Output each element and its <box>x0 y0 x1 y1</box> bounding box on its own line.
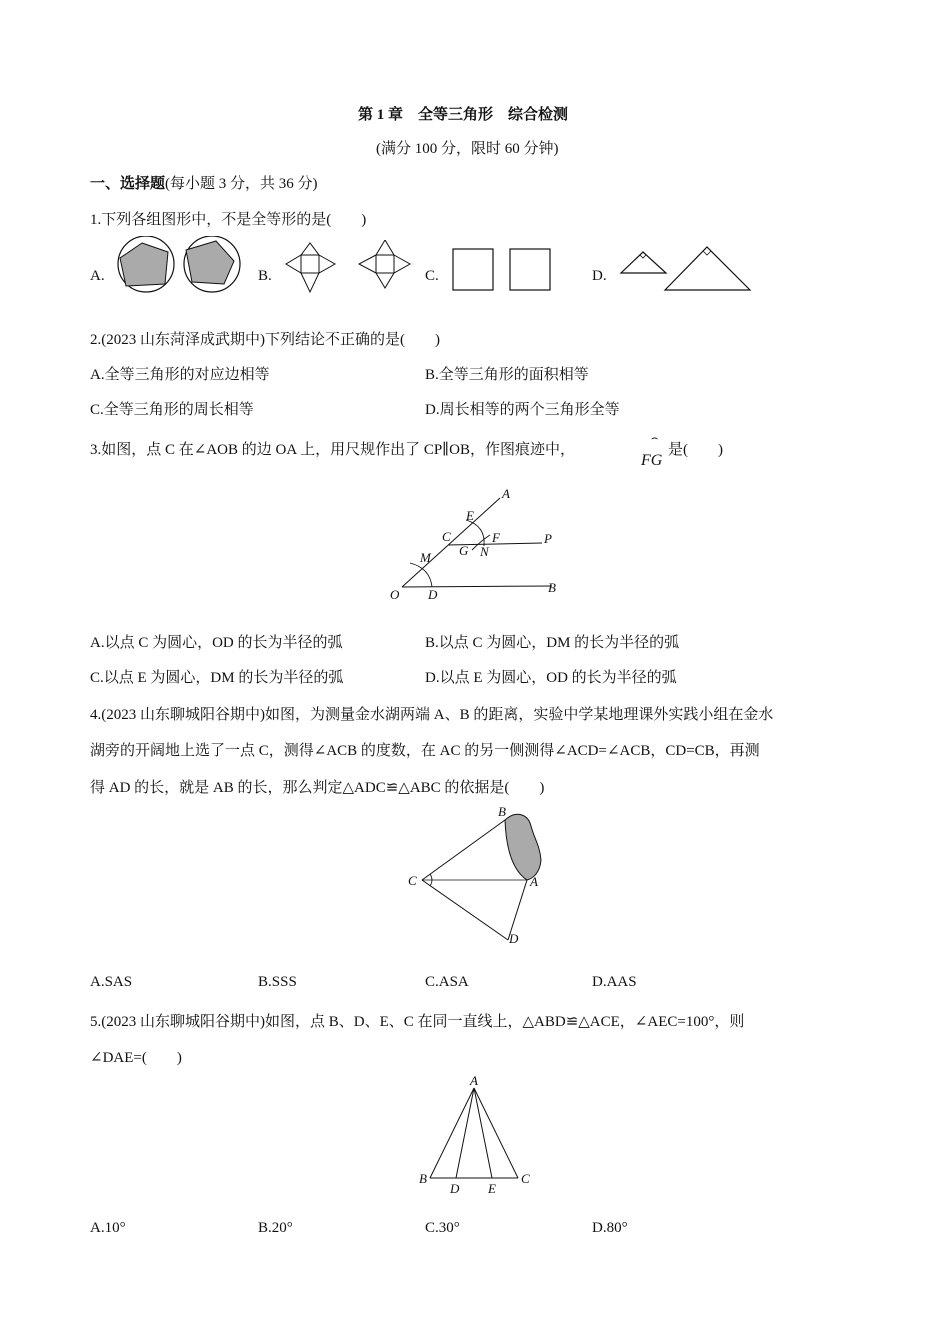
q3-label-a: A <box>502 486 510 501</box>
q3-label-c: C <box>442 529 451 544</box>
q2-option-b: B.全等三角形的面积相等 <box>425 367 589 383</box>
q4-figure <box>400 800 560 950</box>
q2-option-d: D.周长相等的两个三角形全等 <box>425 402 620 418</box>
q5-label-a: A <box>470 1073 478 1088</box>
q4-option-b: B.SSS <box>258 974 297 990</box>
q4-option-a: A.SAS <box>90 974 133 990</box>
q5-label-b: B <box>419 1171 427 1186</box>
q5-line2: ∠DAE=( ) <box>90 1050 182 1066</box>
q3-label-g: G <box>459 543 469 558</box>
q3-label-n: N <box>480 544 489 559</box>
q1-option-a-figure <box>116 236 246 294</box>
q3-stem: 3.如图，点 C 在∠AOB 的边 OA 上，用尺规作出了 CP∥OB，作图痕迹中， <box>90 442 575 458</box>
q4-line3: 得 AD 的长，就是 AB 的长，那么判定△ADC≌△ABC 的依据是( ) <box>90 780 545 796</box>
q4-label-c: C <box>408 873 417 888</box>
q4-label-b: B <box>498 804 506 819</box>
q1-option-d-label: D. <box>592 268 607 284</box>
q2-stem: 2.(2023 山东菏泽成武期中)下列结论不正确的是( ) <box>90 332 440 348</box>
q3-figure <box>380 480 570 605</box>
q5-label-c: C <box>521 1171 530 1186</box>
q5-figure <box>410 1070 540 1200</box>
q5-label-e: E <box>488 1181 496 1196</box>
q2-option-c: C.全等三角形的周长相等 <box>90 402 254 418</box>
q5-option-d: D.80° <box>592 1220 628 1236</box>
q5-label-d: D <box>450 1181 460 1196</box>
q4-line2: 湖旁的开阔地上选了一点 C，测得∠ACB 的度数，在 AC 的另一侧测得∠ACD=∠ACB，CD=CB，再测 <box>90 743 760 759</box>
q5-option-a: A.10° <box>90 1220 126 1236</box>
q1-option-a-label: A. <box>90 268 105 284</box>
q1-option-b-label: B. <box>258 268 272 284</box>
q3-option-b: B.以点 C 为圆心，DM 的长为半径的弧 <box>425 635 680 651</box>
q1-option-c-label: C. <box>425 268 439 284</box>
page-subtitle: (满分 100 分，限时 60 分钟) <box>376 141 559 157</box>
q4-line1: 4.(2023 山东聊城阳谷期中)如图，为测量金水湖两端 A、B 的距离，实验中学某地理课外实践小组在金水 <box>90 707 774 723</box>
q5-line1: 5.(2023 山东聊城阳谷期中)如图，点 B、D、E、C 在同一直线上，△ABD≌△ACE，∠AEC=100°，则 <box>90 1014 745 1030</box>
q3-label-p: P <box>544 531 552 546</box>
section-heading <box>90 172 318 193</box>
section-heading-bold: 一、选择题 <box>90 176 166 192</box>
q3-stem-tail: 是( ) <box>668 442 723 458</box>
q4-option-c: C.ASA <box>425 974 469 990</box>
q4-label-a: A <box>530 874 538 889</box>
q3-option-a: A.以点 C 为圆心，OD 的长为半径的弧 <box>90 635 343 651</box>
q1-option-d-figure <box>619 244 753 294</box>
section-heading-rest: (每小题 3 分，共 36 分) <box>165 176 318 192</box>
page-title: 第 1 章 全等三角形 综合检测 <box>358 107 569 123</box>
q3-label-o: O <box>390 587 400 602</box>
q3-arc-label: FG <box>641 452 663 469</box>
q3-label-f: F <box>492 530 500 545</box>
q4-option-d: D.AAS <box>592 974 637 990</box>
q3-label-e: E <box>466 508 474 523</box>
q2-option-a: A.全等三角形的对应边相等 <box>90 367 270 383</box>
q3-label-m: M <box>420 550 431 565</box>
q1-option-b-figure <box>283 240 413 296</box>
q3-option-d: D.以点 E 为圆心，OD 的长为半径的弧 <box>425 670 677 686</box>
q3-label-d: D <box>428 587 438 602</box>
q3-label-b: B <box>548 580 556 595</box>
q1-stem: 1.下列各组图形中，不是全等形的是( ) <box>90 212 367 228</box>
q3-arc-symbol: ⌢ <box>651 432 659 444</box>
q3-option-c: C.以点 E 为圆心，DM 的长为半径的弧 <box>90 670 344 686</box>
q5-option-c: C.30° <box>425 1220 460 1236</box>
q5-option-b: B.20° <box>258 1220 293 1236</box>
q1-option-c-figure <box>451 247 553 293</box>
q4-label-d: D <box>509 931 519 946</box>
